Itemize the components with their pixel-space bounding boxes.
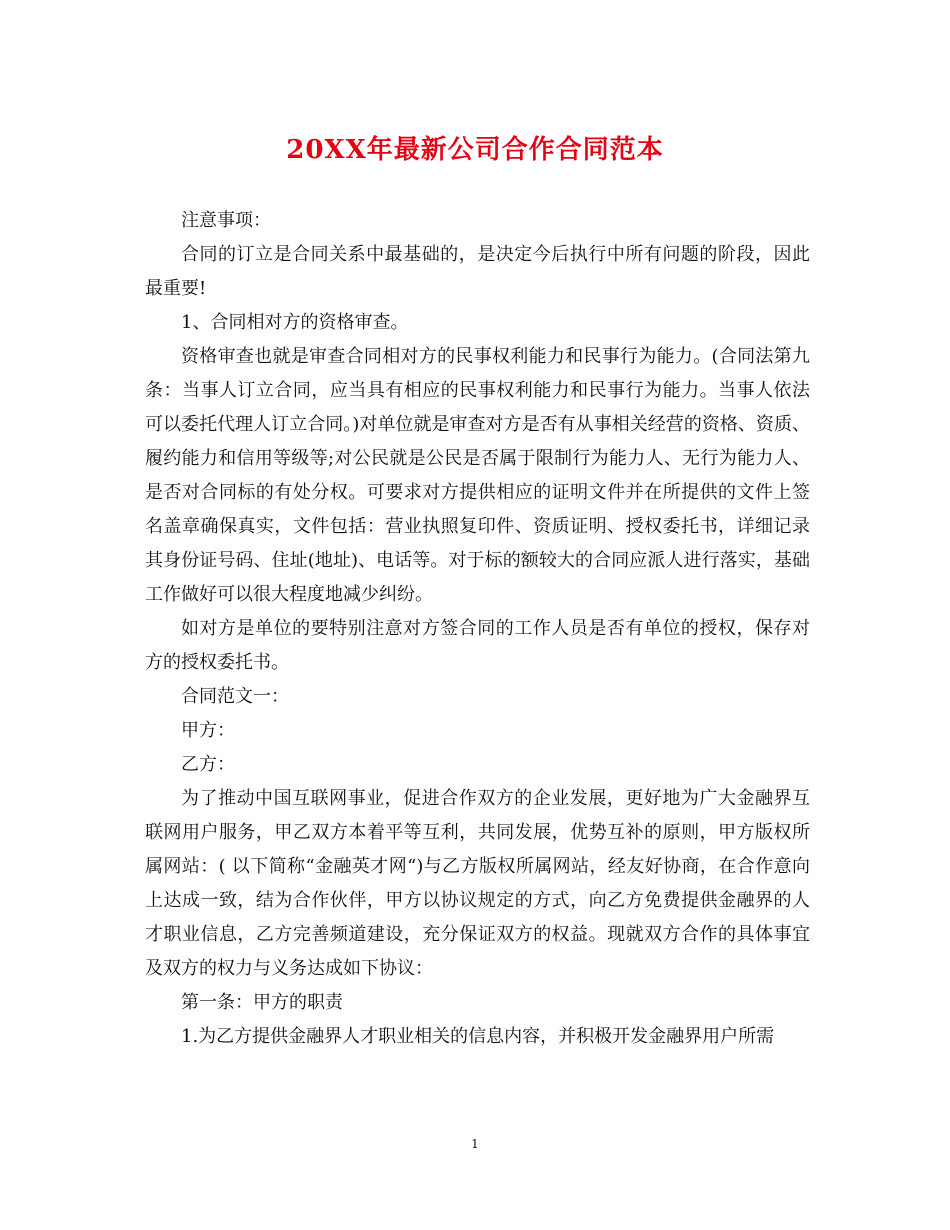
paragraph-sample-heading: 合同范文一： xyxy=(181,686,289,707)
paragraph-article-one-heading: 第一条：甲方的职责 xyxy=(181,992,343,1013)
paragraph-qualification-details: 资格审查也就是审查合同相对方的民事权利能力和民事行为能力。(合同法第九条：当事人订立合同，应当具有相应的民事权利能力和民事行为能力。当事人依法可以委托代理人订立合同。)对单位就是审查对方是否有从事相关经营的资格、资质、履约能力和信用等级等;对公民就是公民是否属于限制行为能力人、无行为能力人、是否对合同标的有处分权。可要求对方提供相应的证明文件并在所提供的文件上签名盖章确保真实，文件包括：营业执照复印件、资质证明、授权委托书，详细记录其身份证号码、住址(地址)、电话等。对于标的额较大的合同应派人进行落实，基础工作做好可以很大程度地减少纠纷。 xyxy=(145,346,810,605)
page-number: 1 xyxy=(471,1137,479,1151)
paragraph-party-a: 甲方： xyxy=(181,720,235,741)
paragraph-article-one-item-one: 1.为乙方提供金融界人才职业相关的信息内容，并积极开发金融界用户所需 xyxy=(181,1026,775,1047)
paragraph-party-b: 乙方： xyxy=(181,754,235,775)
paragraph-agreement-intro: 为了推动中国互联网事业，促进合作双方的企业发展，更好地为广大金融界互联网用户服务，甲乙双方本着平等互利，共同发展，优势互补的原则，甲方版权所属网站：( 以下简称“金融英才网“)与乙方版权所属网站，经友好协商，在合作意向上达成一致，结为合作伙伴，甲方以协议规定的方式，向乙方免费提供金融界的人才职业信息，乙方完善频道建设，充分保证双方的权益。现就双方合作的具体事宜及双方的权力与义务达成如下协议： xyxy=(145,788,810,979)
paragraph-contract-importance: 合同的订立是合同关系中最基础的，是决定今后执行中所有问题的阶段，因此最重要! xyxy=(145,244,810,299)
document-title: 20XX年最新公司合作合同范本 xyxy=(286,135,664,165)
paragraph-notice-heading: 注意事项： xyxy=(181,210,271,231)
paragraph-authorization-note: 如对方是单位的要特别注意对方签合同的工作人员是否有单位的授权，保存对方的授权委托书。 xyxy=(145,618,810,673)
paragraph-qualification-heading: 1、合同相对方的资格审查。 xyxy=(181,312,409,333)
document-body xyxy=(145,204,810,1054)
